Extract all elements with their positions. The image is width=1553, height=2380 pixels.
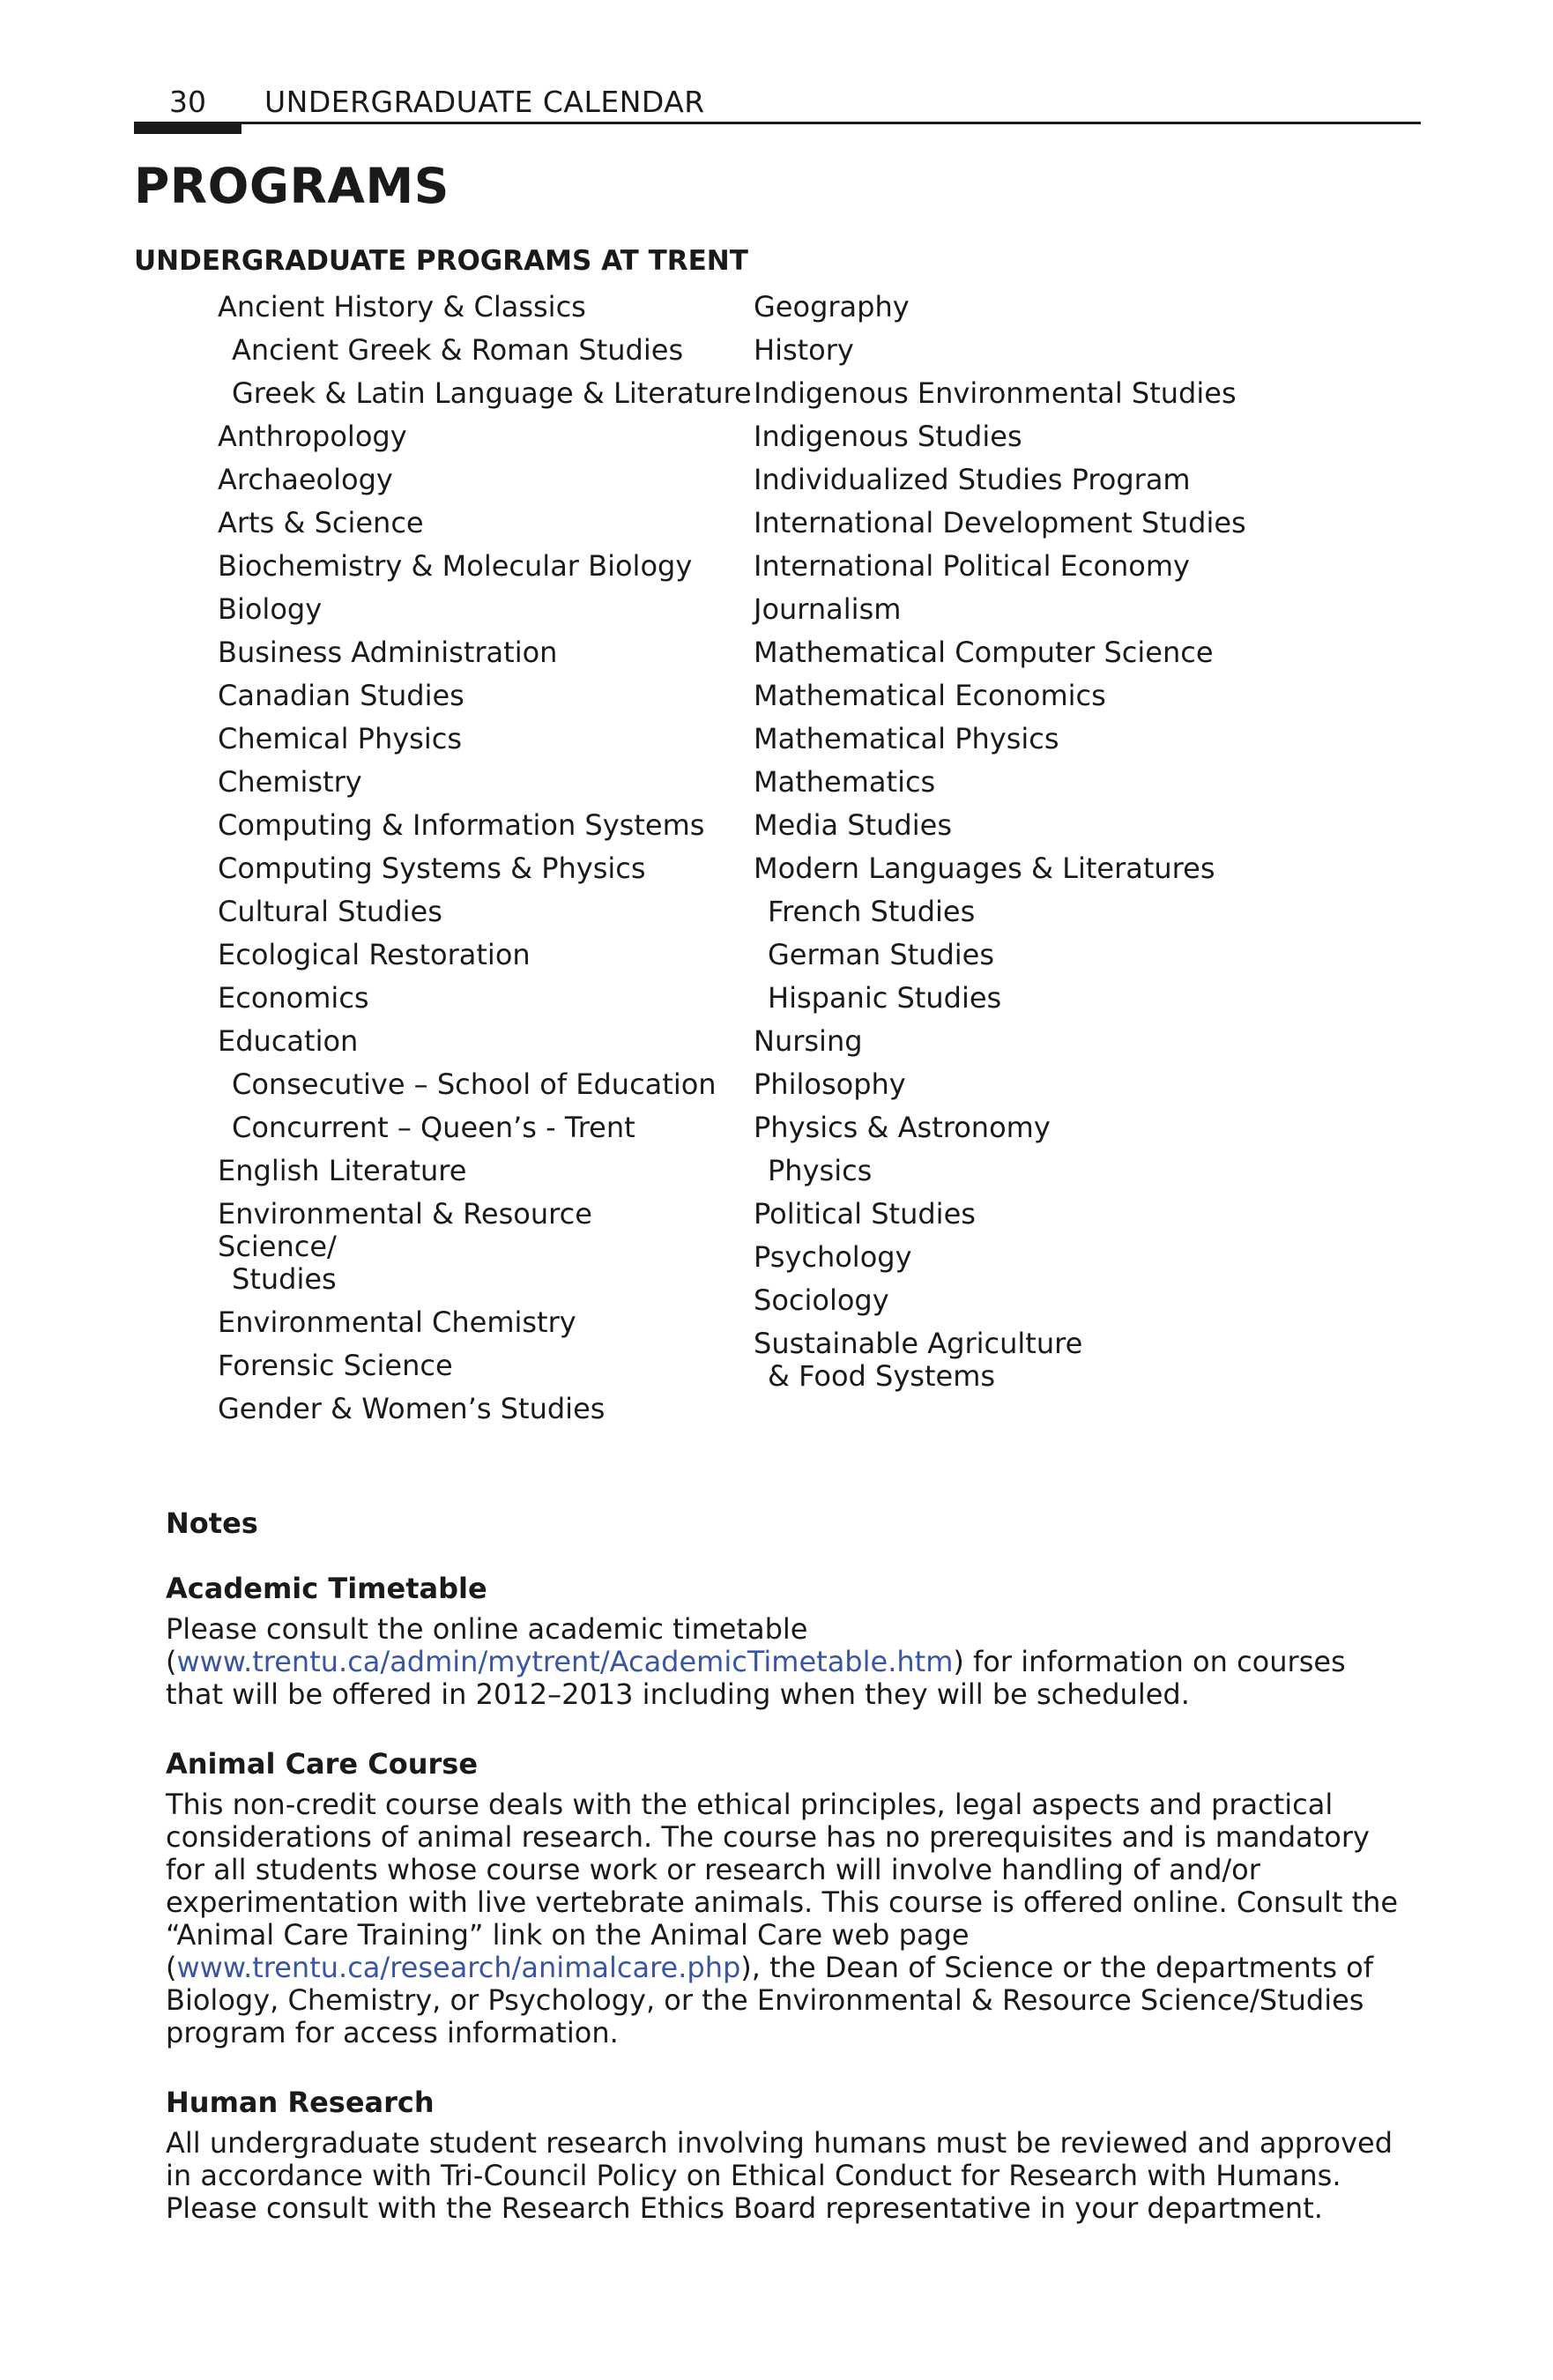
program-item: Mathematical Physics xyxy=(754,722,1059,755)
human-research-text: All undergraduate student research involving humans must be reviewed and approved in accordance with Tri-Council Policy on Ethical Conduct for Research with Humans. Please consult with the Research Ethics Board representative in your department. xyxy=(166,2126,1393,2225)
program-subitem: Consecutive – School of Education xyxy=(232,1067,717,1101)
program-item: English Literature xyxy=(218,1154,467,1187)
program-item xyxy=(754,1328,1388,1393)
program-subitem: Ancient Greek & Roman Studies xyxy=(232,333,684,367)
program-subitem: Concurrent – Queen’s - Trent xyxy=(232,1111,635,1144)
program-item: History xyxy=(754,333,854,367)
running-header: UNDERGRADUATE CALENDAR xyxy=(264,85,705,119)
program-item: Journalism xyxy=(754,592,902,626)
program-item: Ecological Restoration xyxy=(218,938,531,971)
program-item xyxy=(218,1198,711,1296)
program-item: Individualized Studies Program xyxy=(754,463,1191,496)
academic-timetable-text-end: ) for information on courses that will be offered in 2012–2013 including when they will be scheduled. xyxy=(166,1645,1346,1711)
program-item: Biology xyxy=(218,592,323,626)
header-rule xyxy=(134,122,1421,124)
program-item: Gender & Women’s Studies xyxy=(218,1392,606,1425)
program-item: Modern Languages & Literatures xyxy=(754,852,1215,885)
program-item: Biochemistry & Molecular Biology xyxy=(218,549,693,583)
program-item: Physics & Astronomy xyxy=(754,1111,1051,1144)
program-item: Anthropology xyxy=(218,420,407,453)
program-item: Mathematical Computer Science xyxy=(754,636,1214,669)
program-item: Chemical Physics xyxy=(218,722,462,755)
program-item: Computing Systems & Physics xyxy=(218,852,646,885)
program-item: Philosophy xyxy=(754,1067,906,1101)
program-subitem: French Studies xyxy=(768,895,976,928)
program-item: Media Studies xyxy=(754,808,952,842)
academic-timetable-text xyxy=(166,1613,1408,1711)
program-item-continuation: & Food Systems xyxy=(768,1359,996,1393)
program-item: Mathematics xyxy=(754,765,936,799)
program-subitem: German Studies xyxy=(768,938,995,971)
program-item: Canadian Studies xyxy=(218,679,464,712)
program-item: Arts & Science xyxy=(218,506,424,539)
program-subitem: Hispanic Studies xyxy=(768,981,1002,1015)
page-title: PROGRAMS xyxy=(134,158,450,214)
program-item: Indigenous Studies xyxy=(754,420,1022,453)
program-item: International Political Economy xyxy=(754,549,1190,583)
program-item-line: Sustainable Agriculture xyxy=(754,1327,1083,1360)
program-item: Political Studies xyxy=(754,1197,976,1231)
program-item: Archaeology xyxy=(218,463,393,496)
program-item: Education xyxy=(218,1024,359,1058)
page-number: 30 xyxy=(169,85,206,119)
academic-timetable-heading: Academic Timetable xyxy=(166,1572,487,1605)
program-item: Nursing xyxy=(754,1024,863,1058)
notes-heading: Notes xyxy=(166,1506,258,1540)
program-item: Computing & Information Systems xyxy=(218,808,705,842)
section-subtitle: UNDERGRADUATE PROGRAMS AT TRENT xyxy=(134,245,748,277)
program-item: International Development Studies xyxy=(754,506,1246,539)
programs-list-right xyxy=(754,291,1388,1403)
program-item: Business Administration xyxy=(218,636,558,669)
program-item-continuation: Studies xyxy=(232,1262,337,1296)
animal-care-text-start: This non-credit course deals with the ethical principles, legal aspects and practical considerations of animal research. The course has no prerequisites and is mandatory for all students whose course work or research will involve handling of and/or experimentation with live vertebrate animals. This course is offered online. Consult the “Animal Care Training” link on the Animal Care web page ( xyxy=(166,1788,1399,1984)
animal-care-link[interactable]: www.trentu.ca/research/animalcare.php xyxy=(176,1951,741,1984)
program-item: Psychology xyxy=(754,1240,912,1274)
academic-timetable-text-start: Please consult the online academic timetable ( xyxy=(166,1612,808,1678)
programs-list-left xyxy=(218,290,752,1436)
program-item: Indigenous Environmental Studies xyxy=(754,376,1237,410)
program-item-line: Environmental & Resource Science/ xyxy=(218,1197,592,1263)
program-item: Forensic Science xyxy=(218,1349,453,1382)
academic-timetable-link[interactable]: www.trentu.ca/admin/mytrent/AcademicTimetable.htm xyxy=(176,1645,954,1678)
program-subitem: Physics xyxy=(768,1154,873,1187)
program-item: Environmental Chemistry xyxy=(218,1305,576,1339)
program-item: Geography xyxy=(754,290,910,324)
notes-section xyxy=(166,1506,1408,2260)
animal-care-heading: Animal Care Course xyxy=(166,1747,479,1781)
animal-care-text xyxy=(166,1789,1408,2049)
program-item: Chemistry xyxy=(218,765,362,799)
program-item: Ancient History & Classics xyxy=(218,290,586,324)
program-item: Economics xyxy=(218,981,369,1015)
header-tab-bar xyxy=(134,124,241,134)
animal-care-text-end: ), the Dean of Science or the departments of Biology, Chemistry, or Psychology, or the Environmental & Resource Science/Studies program for access information. xyxy=(166,1951,1374,2049)
program-item: Sociology xyxy=(754,1283,889,1317)
program-subitem: Greek & Latin Language & Literature xyxy=(232,376,752,410)
program-item: Cultural Studies xyxy=(218,895,442,928)
human-research-heading: Human Research xyxy=(166,2086,435,2119)
program-item: Mathematical Economics xyxy=(754,679,1106,712)
